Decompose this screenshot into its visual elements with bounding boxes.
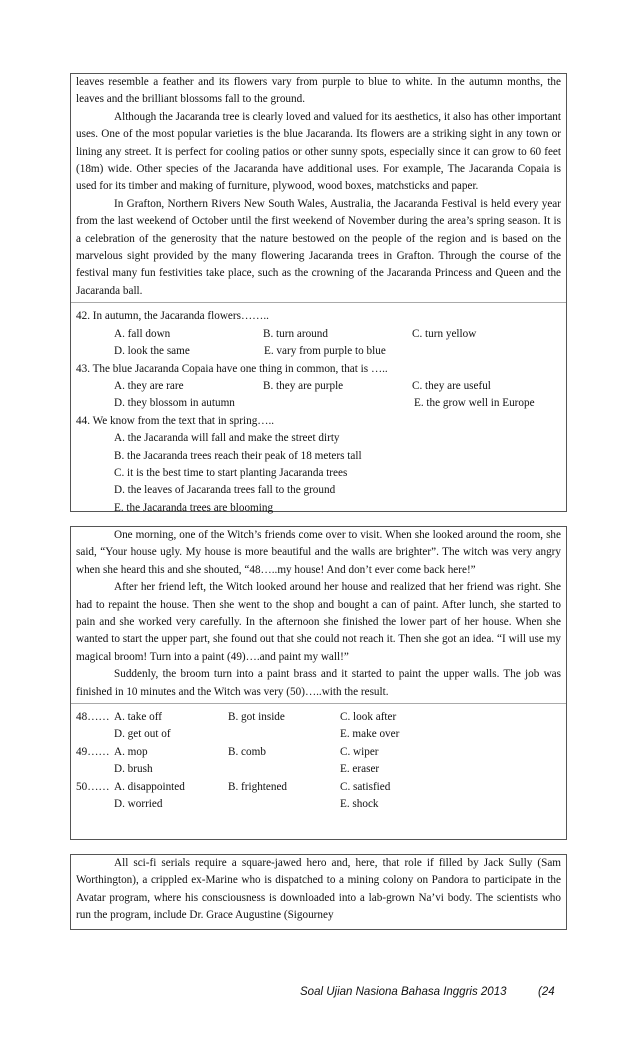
options-row [71,761,566,778]
options-row [76,395,561,412]
option-b: B. got inside [228,711,285,724]
option-b: B. comb [228,745,266,758]
question-stem: 44. We know from the text that in spring….. [76,414,275,427]
option-c: C. turn yellow [412,327,477,340]
option-a: A. fall down [114,327,171,340]
option-d: D. they blossom in autumn [114,397,235,410]
option-d: D. get out of [114,728,171,741]
option-c: C. it is the best time to start planting Jacaranda trees [114,466,348,479]
options-row [71,796,566,813]
divider [71,302,566,304]
passage-paragraph: All sci-fi serials require a square-jawed hero and, here, that role if filled by Jack Sully (Sam Worthington), a crippled ex-Marine who is dispatched to a mining colony on Pandora to participate in the Avatar program, where his consciousness is downloaded into a lab-grown Na’vi body. The scientists who run the program, include Dr. Grace Augustine (Sigourney [76,857,561,922]
passage-paragraph: leaves resemble a feather and its flowers vary from purple to blue to white. In the autumn months, the leaves and the brilliant blossoms fall to the ground. [76,76,561,106]
options-row [76,378,561,395]
option-c: C. look after [340,711,397,724]
option-d: D. the leaves of Jacaranda trees fall to the ground [114,484,336,497]
option-e: E. shock [340,798,379,811]
question-48 [71,709,566,744]
options-row [76,326,561,343]
passage-paragraph: Suddenly, the broom turn into a paint brass and it started to paint the upper walls. The job was finished in 10 minutes and the Witch was very (50)…..with the result. [76,668,561,698]
option-c: C. wiper [340,745,379,758]
question-number: 50…… [76,780,110,793]
option-e: E. the grow well in Europe [414,397,535,410]
passage-paragraph: One morning, one of the Witch’s friends come over to visit. When she looked around the room, she said, “Your house ugly. My house is more beautiful and the walls are brighter”. The witch was very angry when she heard this and she shouted, “48…..my house! And don’t ever come back here!” [76,529,561,576]
question-stem: 43. The blue Jacaranda Copaia have one thing in common, that is ….. [76,362,388,375]
option-e: E. eraser [340,763,380,776]
footer-title: Soal Ujian Nasiona Bahasa Inggris 2013 [300,986,507,998]
option-a: A. they are rare [114,379,184,392]
passage-paragraph: Although the Jacaranda tree is clearly loved and valued for its aesthetics, it also has other important uses. One of the most popular varieties is the blue Jacaranda. Its flowers are a striking sight in any town or lining any street. It is perfect for cooling patios or other sunny spots, especially since it can grow to 60 feet (18m) wide. Other species of the Jacaranda have additional uses. For example, The Jacaranda Copaia is used for its timber and making of furniture, plywood, wood boxes, matchsticks and paper. [76,110,561,193]
passage-paragraph: In Grafton, Northern Rivers New South Wales, Australia, the Jacaranda Festival is held every year from the last weekend of October until the first weekend of November during the area’s spring season. It is a celebration of the generosity that the nature bestowed on the people of the region and is based on the marvelous sight provided by the many flowering Jacaranda trees in Grafton. Through the course of the festival many fun festivities take place, such as the crowning of the Jacaranda Princess and Queen and the Jacaranda ball. [76,197,561,297]
divider [71,703,566,705]
witch-passage-box [70,526,567,840]
options-row [71,744,566,761]
question-number: 48…… [76,711,110,724]
option-e: E. vary from purple to blue [264,345,386,358]
question-44 [71,413,566,517]
option-d: D. worried [114,798,163,811]
options-row [71,726,566,743]
option-a: A. disappointed [114,780,185,793]
option-b: B. turn around [263,327,328,340]
options-row [76,343,561,360]
question-42 [71,308,566,360]
option-b: B. they are purple [263,379,344,392]
options-row [71,709,566,726]
avatar-passage-box [70,854,567,930]
question-number: 49…… [76,745,110,758]
option-d: D. look the same [114,345,190,358]
passage-paragraph: After her friend left, the Witch looked around her house and realized that her friend was right. She had to repaint the house. Then she went to the shop and bought a can of paint. After lunch, she started to pain and she worked very carefully. In the afternoon she finished the lower part of her house. When she wanted to start the upper part, she found out that she could not reach it. Then she got an idea. “I will use my magical broom! Turn into a paint (49)….and paint my wall!” [76,581,561,663]
option-a: A. mop [114,745,148,758]
question-43 [71,361,566,413]
option-c: C. satisfied [340,780,391,793]
option-b: B. the Jacaranda trees reach their peak of 18 meters tall [114,449,362,462]
page-number: (24 [538,986,555,998]
question-49 [71,744,566,779]
option-b: B. frightened [228,780,288,793]
option-d: D. brush [114,763,153,776]
option-e: E. the Jacaranda trees are blooming [114,501,274,514]
option-c: C. they are useful [412,379,491,392]
jacaranda-passage-box [70,73,567,512]
option-e: E. make over [340,728,400,741]
page-footer [300,986,570,998]
question-stem: 42. In autumn, the Jacaranda flowers…….. [76,310,269,323]
question-50 [71,779,566,814]
options-row [71,779,566,796]
option-a: A. the Jacaranda will fall and make the street dirty [114,432,340,445]
option-a: A. take off [114,711,162,724]
